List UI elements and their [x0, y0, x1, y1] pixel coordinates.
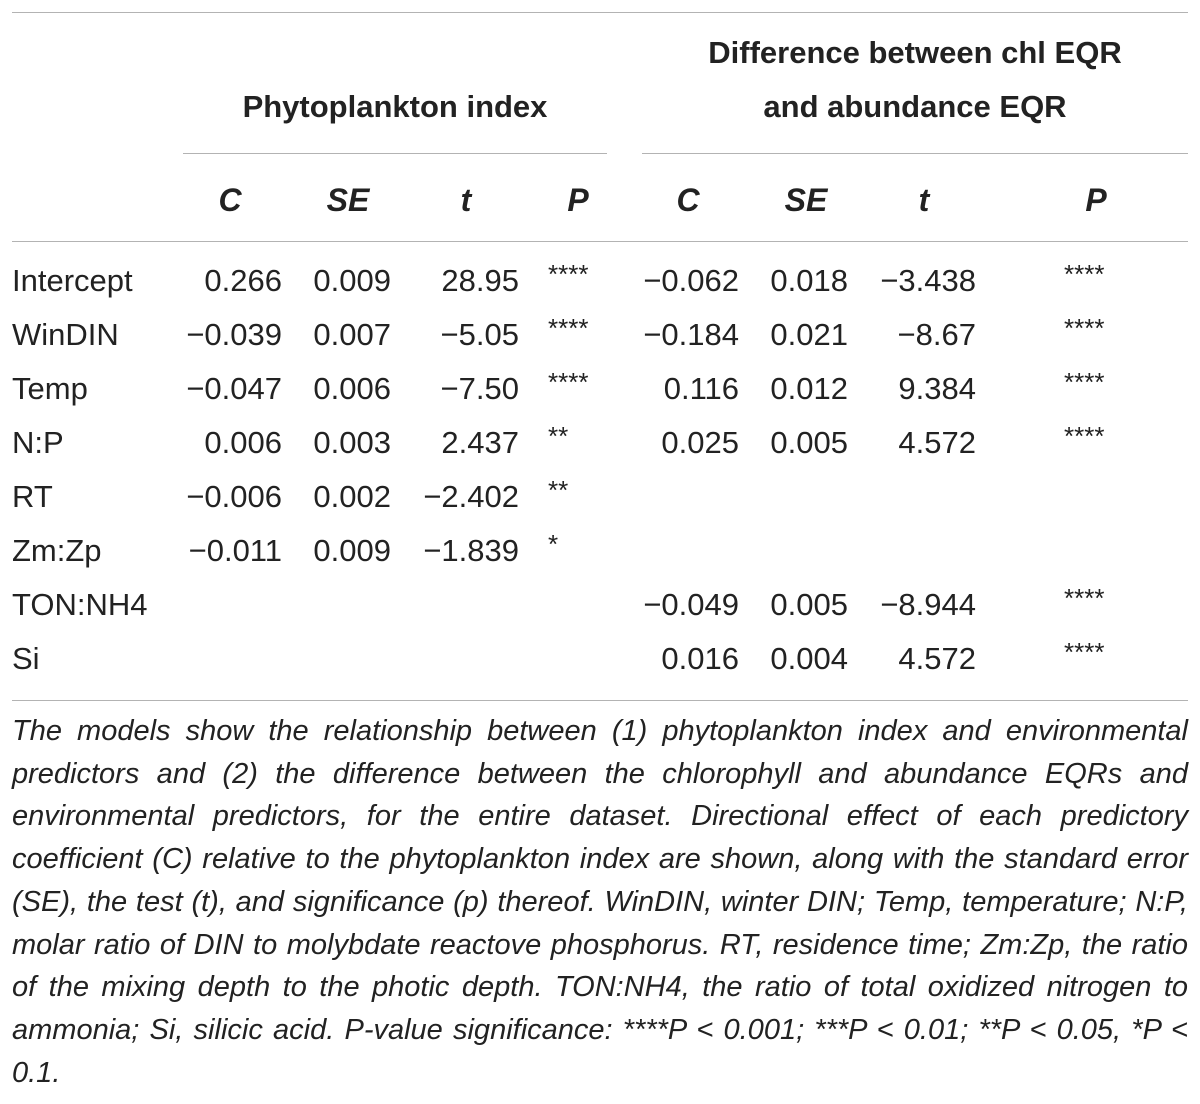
col-c1-header: C — [218, 182, 242, 218]
cell-p1: **** — [548, 259, 589, 289]
cell-t2: −3.438 — [880, 263, 976, 298]
group2-header-line2: and abundance EQR — [763, 89, 1067, 124]
table-row — [0, 254, 1200, 308]
cell-c2: 0.016 — [661, 641, 739, 676]
cell-p1: * — [548, 529, 559, 559]
table-footnote: The models show the relationship between (1) phytoplankton index and environmental predictors and (2) the difference between the chlorophyll and abundance EQRs and environmental predictors, for the entire dataset. Directional effect of each predictory coefficient (C) relative to the phytoplankton index are shown, along with the standard error (SE), the test (t), and significance (p) thereof. WinDIN, winter DIN; Temp, temperature; N:P, molar ratio of DIN to molybdate reactove phosphorus. RT, residence time; Zm:Zp, the ratio of the mixing depth to the photic depth. TON:NH4, the ratio of total oxidized nitrogen to ammonia; Si, silicic acid. P-value significance: ****P < 0.001; ***P < 0.01; **P < 0.05, *P < 0.1. — [12, 715, 1188, 1089]
cell-t2: −8.944 — [880, 587, 976, 622]
table-row — [0, 470, 1200, 524]
cell-se1: 0.003 — [313, 425, 391, 460]
cell-se2: 0.012 — [770, 371, 848, 406]
cell-t1: −7.50 — [440, 371, 519, 406]
group2-underline — [642, 153, 1188, 154]
cell-c2: −0.049 — [643, 587, 739, 622]
cell-se1: 0.006 — [313, 371, 391, 406]
col-t2-header: t — [918, 182, 930, 218]
cell-se2: 0.004 — [770, 641, 848, 676]
table-row — [0, 578, 1200, 632]
cell-label: Intercept — [12, 263, 133, 298]
cell-t1: −2.402 — [423, 479, 519, 514]
table-row — [0, 632, 1200, 686]
table-row — [0, 362, 1200, 416]
cell-label: Si — [12, 641, 40, 676]
cell-p1: **** — [548, 367, 589, 397]
cell-p2: **** — [1064, 313, 1105, 343]
cell-t1: −1.839 — [423, 533, 519, 568]
cell-t2: 4.572 — [898, 425, 976, 460]
col-c2-header: C — [676, 182, 700, 218]
cell-c1: 0.266 — [204, 263, 282, 298]
cell-c1: −0.047 — [186, 371, 282, 406]
col-p1-header: P — [567, 182, 589, 218]
cell-c2: −0.184 — [643, 317, 739, 352]
group1-header: Phytoplankton index — [242, 89, 548, 124]
cell-label: Temp — [12, 371, 88, 406]
cell-se2: 0.018 — [770, 263, 848, 298]
cell-t1: 28.95 — [441, 263, 519, 298]
cell-se2: 0.005 — [770, 425, 848, 460]
cell-c2: 0.116 — [663, 371, 739, 406]
cell-label: RT — [12, 479, 53, 514]
cell-se1: 0.009 — [313, 263, 391, 298]
group2-header-line1: Difference between chl EQR — [708, 35, 1122, 70]
cell-p2: **** — [1064, 583, 1105, 613]
cell-label: Zm:Zp — [12, 533, 102, 568]
cell-t1: −5.05 — [440, 317, 519, 352]
cell-c1: −0.006 — [186, 479, 282, 514]
cell-t2: −8.67 — [897, 317, 976, 352]
col-p2-header: P — [1085, 182, 1107, 218]
cell-t2: 4.572 — [898, 641, 976, 676]
cell-se1: 0.009 — [313, 533, 391, 568]
cell-p2: **** — [1064, 259, 1105, 289]
table-row — [0, 308, 1200, 362]
cell-c1: −0.011 — [188, 533, 282, 568]
group1-underline — [183, 153, 607, 154]
table-row — [0, 416, 1200, 470]
cell-t1: 2.437 — [441, 425, 519, 460]
table-row — [0, 524, 1200, 578]
cell-p2: **** — [1064, 421, 1105, 451]
cell-p2: **** — [1064, 637, 1105, 667]
header-rule — [12, 241, 1188, 242]
cell-p1: ** — [548, 475, 569, 505]
top-rule — [12, 12, 1188, 13]
cell-t2: 9.384 — [898, 371, 976, 406]
cell-c1: −0.039 — [186, 317, 282, 352]
cell-label: TON:NH4 — [12, 587, 148, 622]
cell-p1: **** — [548, 313, 589, 343]
col-se2-header: SE — [784, 182, 828, 218]
cell-label: N:P — [12, 425, 64, 460]
bottom-rule — [12, 700, 1188, 701]
cell-se1: 0.002 — [313, 479, 391, 514]
cell-label: WinDIN — [12, 317, 119, 352]
col-t1-header: t — [460, 182, 472, 218]
cell-se2: 0.021 — [770, 317, 848, 352]
cell-p1: ** — [548, 421, 569, 451]
cell-se1: 0.007 — [313, 317, 391, 352]
cell-p2: **** — [1064, 367, 1105, 397]
cell-c2: −0.062 — [643, 263, 739, 298]
cell-c2: 0.025 — [661, 425, 739, 460]
cell-se2: 0.005 — [770, 587, 848, 622]
col-se1-header: SE — [326, 182, 370, 218]
cell-c1: 0.006 — [204, 425, 282, 460]
